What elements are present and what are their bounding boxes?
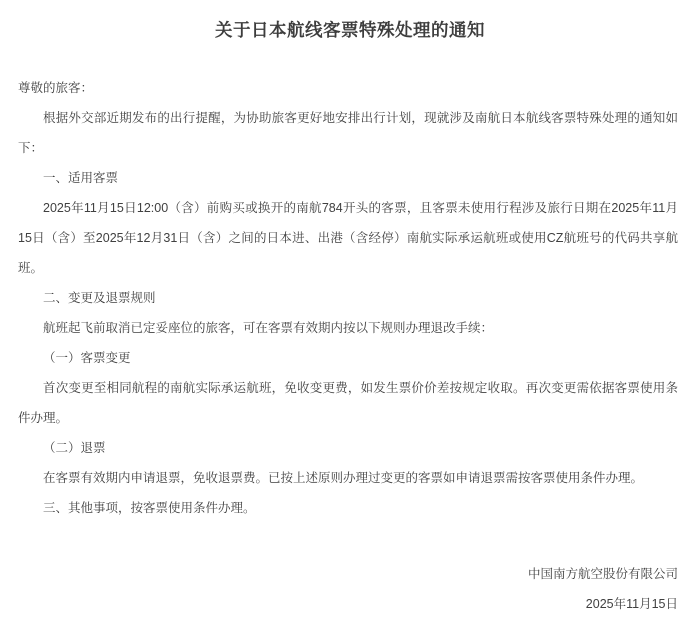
subsection-change-heading: （一）客票变更 — [43, 351, 131, 365]
notice-title: 关于日本航线客票特殊处理的通知 — [215, 20, 485, 40]
signature-block — [18, 559, 678, 619]
subsection-refund-heading: （二）退票 — [43, 441, 106, 455]
subsection-refund-body: 在客票有效期内申请退票，免收退票费。已按上述原则办理过变更的客票如申请退票需按客票使用条件办理。 — [43, 471, 644, 485]
greeting: 尊敬的旅客： — [18, 81, 94, 95]
section-2-intro: 航班起飞前取消已定妥座位的旅客，可在客票有效期内按以下规则办理退改手续： — [43, 321, 494, 335]
intro-paragraph: 根据外交部近期发布的出行提醒，为协助旅客更好地安排出行计划，现就涉及南航日本航线客票特殊处理的通知如下： — [18, 111, 678, 155]
section-1-heading: 一、适用客票 — [43, 171, 119, 185]
signature-date: 2025年11月15日 — [585, 597, 678, 611]
section-2-heading: 二、变更及退票规则 — [43, 291, 156, 305]
notice-body — [18, 73, 678, 523]
signature-company: 中国南方航空股份有限公司 — [527, 567, 678, 581]
section-3-paragraph: 三、其他事项，按客票使用条件办理。 — [43, 501, 256, 515]
subsection-change-body: 首次变更至相同航程的南航实际承运航班，免收变更费，如发生票价价差按规定收取。再次变更需依据客票使用条件办理。 — [18, 381, 678, 425]
section-1-body: 2025年11月15日12:00（含）前购买或换开的南航784开头的客票，且客票未使用行程涉及旅行日期在2025年11月15日（含）至2025年12月31日（含）之间的日本进、出港（含经停）南航实际承运航班或使用CZ航班号的代码共享航班。 — [18, 201, 678, 275]
